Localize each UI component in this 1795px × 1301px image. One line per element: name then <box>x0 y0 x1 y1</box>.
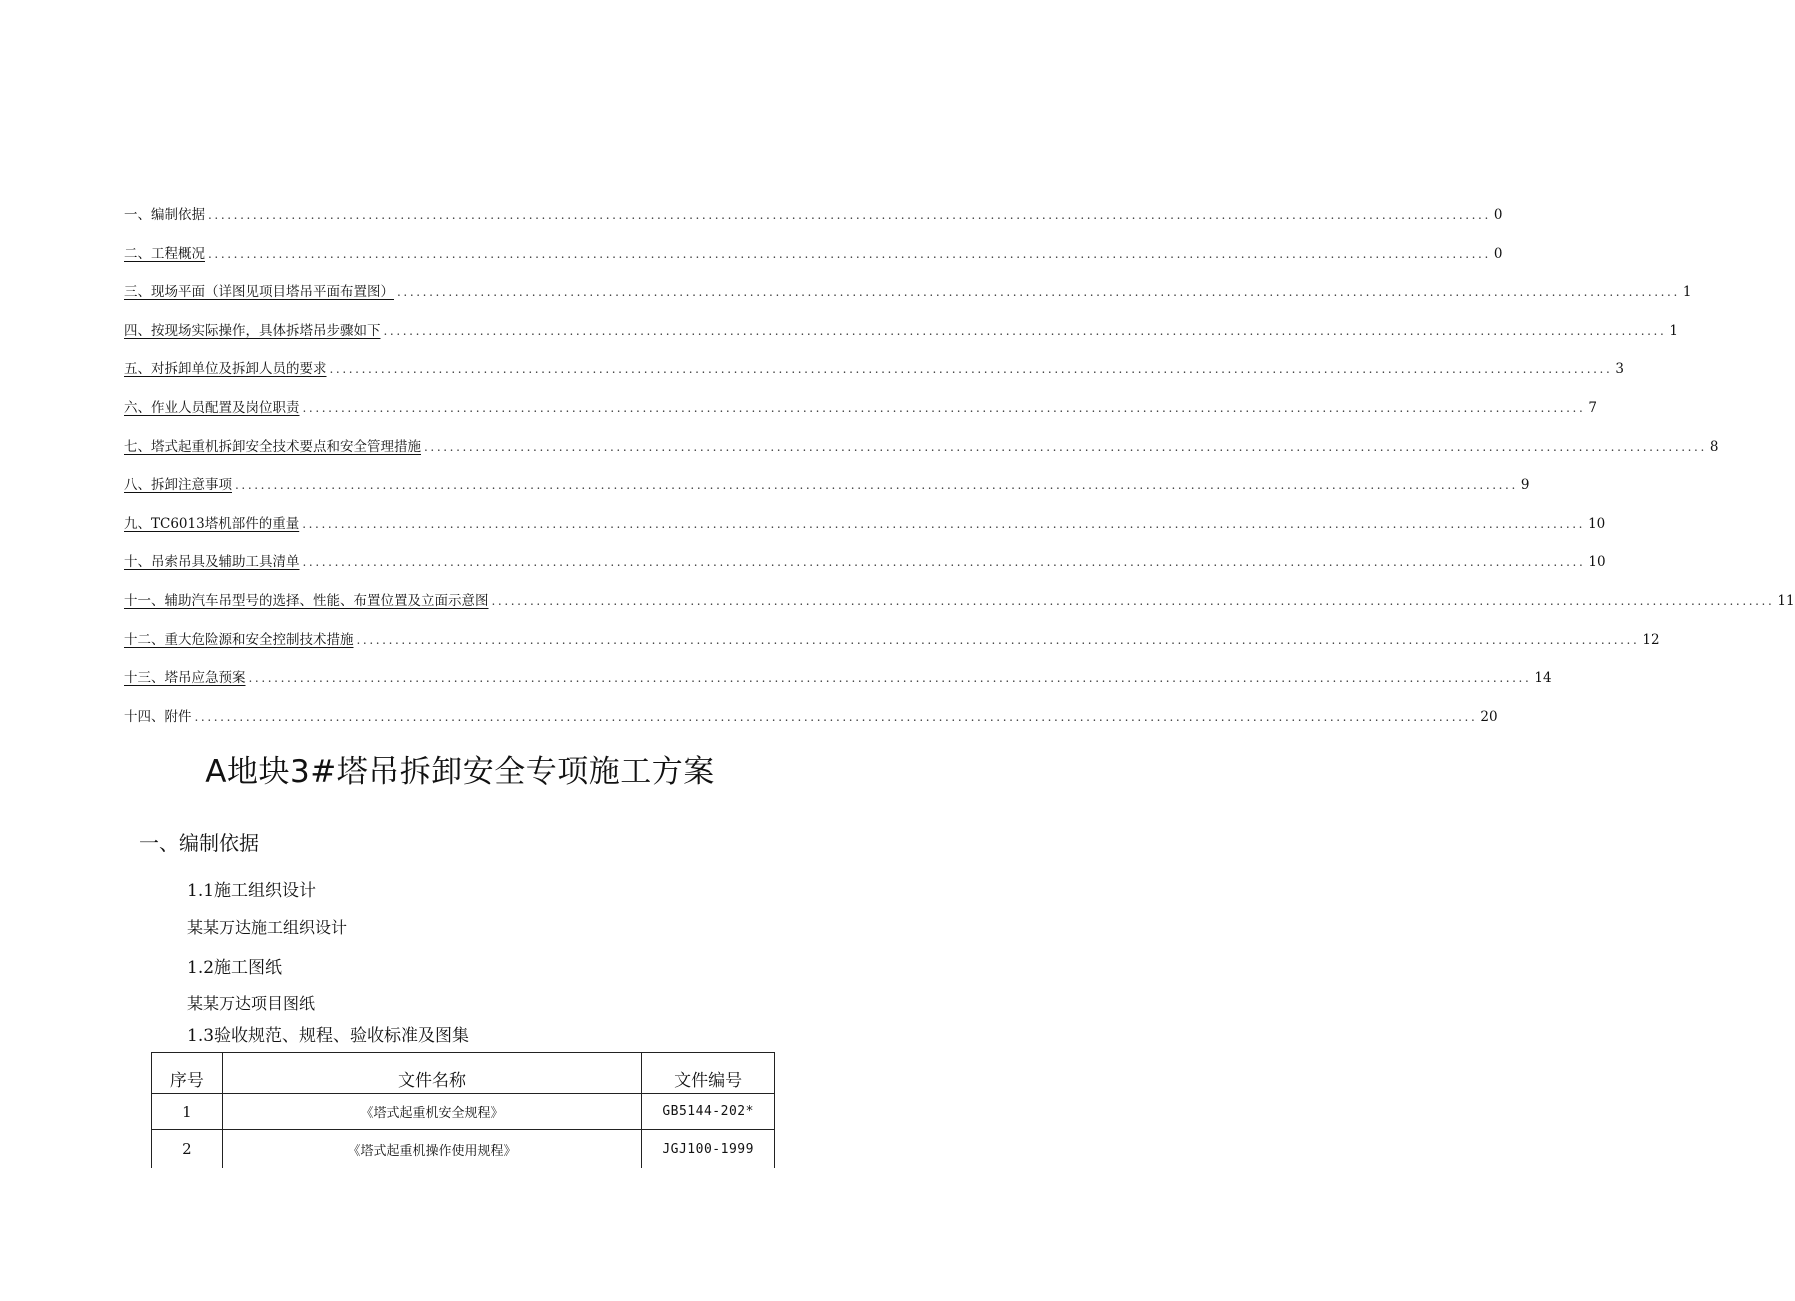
cell-no: 2 <box>152 1130 223 1169</box>
cell-code: GB5144-202* <box>642 1094 775 1130</box>
toc-entry-label: 八、拆卸注意事项 <box>124 477 232 494</box>
toc-entry-label: 十、吊索吊具及辅助工具清单 <box>124 554 300 571</box>
cell-name: 《塔式起重机安全规程》 <box>222 1094 641 1130</box>
toc-leader-dots: ........................................................................................................................................................................................................ <box>491 593 1775 608</box>
cell-no: 1 <box>152 1094 223 1130</box>
toc-entry-page: 10 <box>1588 554 1606 571</box>
toc-entry-label: 十三、塔吊应急预案 <box>124 670 246 687</box>
toc-entry-page: 9 <box>1520 477 1530 494</box>
toc-leader-dots: ........................................................................................................................................................................................................ <box>302 400 1586 415</box>
header-code: 文件编号 <box>642 1053 775 1094</box>
toc-leader-dots: ........................................................................................................................................................................................................ <box>302 516 1586 531</box>
toc-entry[interactable] <box>124 666 1552 705</box>
toc-leader-dots: ........................................................................................................................................................................................................ <box>302 555 1586 570</box>
toc-entry[interactable] <box>124 473 1530 512</box>
toc-entry[interactable] <box>124 550 1606 589</box>
toc-entry-page: 11 <box>1777 592 1795 609</box>
document-title: A地块3#塔吊拆卸安全专项施工方案 <box>205 754 715 790</box>
table-row <box>152 1094 775 1130</box>
header-no: 序号 <box>152 1053 223 1094</box>
paragraph: 某某万达项目图纸 <box>187 994 316 1013</box>
toc-leader-dots: ........................................................................................................................................................................................................ <box>194 709 1478 724</box>
toc-entry[interactable] <box>124 280 1692 319</box>
table-header-row <box>152 1053 775 1094</box>
toc-entry-page: 10 <box>1588 515 1606 532</box>
subsection-heading: 1.3验收规范、规程、验收标准及图集 <box>187 1026 470 1046</box>
toc-entry-page: 1 <box>1669 322 1678 339</box>
toc-entry-label: 十四、附件 <box>124 708 192 725</box>
toc-entry-page: 0 <box>1493 207 1503 223</box>
toc-leader-dots: ........................................................................................................................................................................................................ <box>248 671 1532 686</box>
toc-entry-label: 七、塔式起重机拆卸安全技术要点和安全管理措施 <box>124 438 421 455</box>
toc-entry-label: 九、TC6013塔机部件的重量 <box>124 515 300 532</box>
toc-entry[interactable] <box>124 396 1597 435</box>
toc-entry-label: 十二、重大危险源和安全控制技术措施 <box>124 631 354 648</box>
toc-leader-dots: ........................................................................................................................................................................................................ <box>208 246 1491 261</box>
toc-entry-page: 0 <box>1493 245 1503 262</box>
cell-code: JGJ100-1999 <box>642 1130 775 1169</box>
toc-leader-dots: ........................................................................................................................................................................................................ <box>208 208 1491 222</box>
toc-entry-label: 六、作业人员配置及岗位职责 <box>124 399 300 416</box>
toc-entry-label: 一、编制依据 <box>124 207 205 223</box>
toc-leader-dots: ........................................................................................................................................................................................................ <box>356 632 1640 647</box>
toc-leader-dots: ........................................................................................................................................................................................................ <box>397 285 1680 300</box>
toc-entry[interactable] <box>124 357 1624 396</box>
toc-entry-label: 三、现场平面（详图见项目塔吊平面布置图） <box>124 284 394 301</box>
toc-entry[interactable] <box>124 628 1660 667</box>
table-of-contents <box>124 203 1795 743</box>
toc-leader-dots: ........................................................................................................................................................................................................ <box>235 478 1518 493</box>
toc-entry[interactable] <box>124 203 1503 242</box>
toc-entry[interactable] <box>124 512 1606 551</box>
toc-entry-label: 十一、辅助汽车吊型号的选择、性能、布置位置及立面示意图 <box>124 592 489 609</box>
section-heading: 一、编制依据 <box>139 831 259 855</box>
toc-entry[interactable] <box>124 589 1795 628</box>
toc-leader-dots: ........................................................................................................................................................................................................ <box>329 362 1613 377</box>
standards-table <box>151 1052 775 1168</box>
toc-entry-page: 14 <box>1534 670 1552 687</box>
toc-leader-dots: ........................................................................................................................................................................................................ <box>424 439 1707 454</box>
toc-entry-page: 8 <box>1709 438 1719 455</box>
subsection-heading: 1.2施工图纸 <box>187 958 283 978</box>
toc-entry[interactable] <box>124 435 1719 474</box>
toc-entry-label: 四、按现场实际操作，具体拆塔吊步骤如下 <box>124 322 381 339</box>
toc-leader-dots: ........................................................................................................................................................................................................ <box>383 323 1667 338</box>
table-row <box>152 1130 775 1169</box>
toc-entry-label: 五、对拆卸单位及拆卸人员的要求 <box>124 361 327 378</box>
subsection-heading: 1.1施工组织设计 <box>187 881 317 901</box>
toc-entry-page: 1 <box>1682 284 1692 301</box>
paragraph: 某某万达施工组织设计 <box>187 918 348 937</box>
toc-entry-label: 二、工程概况 <box>124 245 205 262</box>
header-name: 文件名称 <box>222 1053 641 1094</box>
toc-entry-page: 7 <box>1588 399 1597 416</box>
toc-entry-page: 3 <box>1615 361 1624 378</box>
toc-entry-page: 12 <box>1642 631 1660 648</box>
cell-name: 《塔式起重机操作使用规程》 <box>222 1130 641 1169</box>
toc-entry-page: 20 <box>1480 708 1498 725</box>
toc-entry[interactable] <box>124 705 1498 744</box>
toc-entry[interactable] <box>124 242 1503 281</box>
toc-entry[interactable] <box>124 319 1678 358</box>
